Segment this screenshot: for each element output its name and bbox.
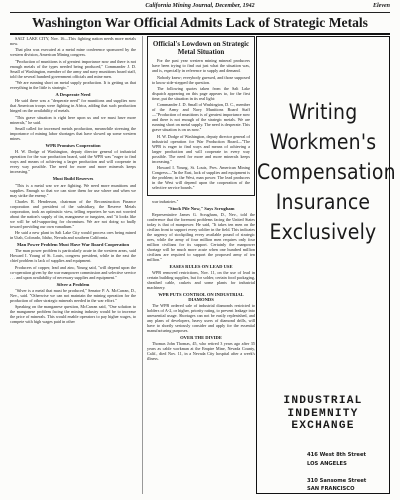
company-address bbox=[307, 451, 381, 494]
address-line: SAN FRANCISCO bbox=[307, 486, 355, 492]
ad-company-block bbox=[257, 395, 389, 495]
subheading: Man Power Problem Must Have War Board Cooperation bbox=[16, 242, 130, 248]
box-title: Official's Lowdown on Strategic Metal Situation bbox=[152, 40, 250, 56]
page-header bbox=[10, 2, 390, 13]
company-name bbox=[257, 395, 389, 433]
subheading: "Stock Pile Now," Says Scrugham bbox=[167, 205, 235, 211]
article-paragraph: war industries." bbox=[152, 198, 179, 204]
subheading: A Desperate Need bbox=[55, 92, 91, 98]
ad-line: Workmen's bbox=[269, 130, 377, 154]
subheading: WPB PUTS CONTROL ON INDUSTRIAL DIAMONDS bbox=[158, 291, 244, 302]
ad-line: Exclusively bbox=[269, 220, 377, 244]
article-paragraph: That plea was executed at a metal mine conference sponsored by the western division, American Mining congress. bbox=[10, 47, 136, 58]
address-line bbox=[307, 468, 381, 477]
article-paragraph: Speaking on the manganese question, McCarran said, "One solution to the manganese problem facing the mining industry would be to increase the price of minerals. This would enable operators to pay higher wages, to compete with high wages paid in other bbox=[10, 304, 136, 325]
article-paragraph: Representative James G. Scrugham, D., Nev., told the conference that the foremost problems facing the United States today is that of manpower. He said, "It takes ten men on the civilian front to support every soldier in the field. This indicates the urgency of stockpiling every available pound of strategic ores, while the army of four million men requires only four million civilians for its support. Certainly the manpower shortage will be much more acute when one hundred million civilians are required to support the proposed army of ten million." bbox=[147, 211, 255, 262]
article-column-2 bbox=[142, 36, 255, 494]
article-paragraph: Thomas John Thomas, 45, who retired 3 years ago after 35 years as cable workman at the Empire Mine, Nevada County, Calif., died Nov. 11, in a Nevada City hospital after a week's illness. bbox=[147, 341, 255, 362]
article-paragraph: H. W. Dodge of Washington, deputy director general of industrial operation for the war production board, said the WPB was "eager to find ways and means of achieving a larger production and will cooperate in every way possible. The need for more and more minerals keeps increasing." bbox=[10, 149, 136, 175]
subheading: EASES RULES ON LEAD USE bbox=[169, 263, 233, 269]
company-name-line: INDEMNITY bbox=[287, 407, 359, 420]
main-headline: Washington War Official Admits Lack of Strategic Metals bbox=[10, 13, 390, 35]
box-paragraph: For the past year western mining mineral producers have been trying to find out just what the situation was, and is, especially in reference to supply and demand. bbox=[152, 58, 250, 74]
article-paragraph: "Production of munitions is of greatest importance now and there is not enough metals of the types needed being produced," Commander J. D. Small of Washington, member of the army and navy munitions board staff, told the several hundred government officials and mine men. bbox=[10, 58, 136, 79]
article-paragraph: WPB removed restrictions, Nov. 11, on the use of lead in certain building supplies, but for solder, certain food packaging, sheathed cable, caskets and some plants for industrial machinery. bbox=[147, 269, 255, 290]
article-paragraph: "This grave situation is right here upon us and we must have more minerals," he said. bbox=[10, 114, 136, 125]
company-name-line: INDUSTRIAL bbox=[283, 395, 363, 407]
subheading: Must Build Reserves bbox=[52, 176, 94, 182]
sidebar-box bbox=[147, 36, 255, 196]
article-paragraph: SALT LAKE CITY, Nov. 16—This fighting nation needs more metals now. bbox=[10, 36, 136, 46]
subheading: Silver a Problem bbox=[56, 281, 90, 287]
article-paragraph: He said there was a "desperate need" for munitions and supplies now that American troops were fighting in Africa, adding that such production hinged on the availability of metals. bbox=[10, 98, 136, 114]
box-paragraph: H. W. Dodge of Washington, deputy director general of industrial operation for War Production Board—"The WPB is eager to find ways and means of achieving a larger production and will cooperate in every way possible. The need for more and more minerals keeps increasing." bbox=[152, 133, 250, 164]
subheading: OVER THE DIVIDE bbox=[180, 335, 222, 341]
page-number: Eleven bbox=[373, 3, 390, 9]
ad-slogan bbox=[257, 97, 396, 247]
box-paragraph: Nobody knew; everybody guessed, and those supposed to know side-stepped the question. bbox=[152, 74, 250, 85]
journal-info: California Mining Journal, December, 1942 bbox=[145, 3, 255, 9]
article-paragraph: Charles R. Henderson, chairman of the Reconstruction Finance corporation and president of the subsidiary, the Reserve Metals corporation, took an optimistic view, telling reporters he was not worried about the nation's supply of tin, manganese or tungsten, and "it looks like we will be self-supporting for chromium. We are not doing so badly toward providing our own vanadium." bbox=[10, 198, 136, 229]
article-paragraph: "We are running short on metal supply production. It is getting us that everything in the little is strategic." bbox=[10, 80, 136, 91]
box-paragraph: Commander J. D. Small of Washington, D. C., member of the Army and Navy Munitions Board Staff—"Production of munitions is of greatest importance now and there is not enough of the strategic metals. We are running short on metal supply. The need is desperate. This grave situation is on us now." bbox=[152, 102, 250, 133]
box-paragraph: Howard I. Young, St. Louis, Pres. American Mining Congress—"In the East, lack of supplies and equipment is the problem; in the West, man power. The lead producers in the West will depend upon the cooperation of the selective service boards." bbox=[152, 165, 250, 191]
ad-line: Writing bbox=[288, 100, 358, 124]
address-line: LOS ANGELES bbox=[307, 460, 347, 467]
insurance-advertisement bbox=[256, 36, 396, 494]
address-line: 310 Sansome Street bbox=[307, 477, 367, 484]
article-paragraph: He said a new plant in Salt Lake City would process ores being mined in Utah, Colorado, Idaho, Nevada and southern California. bbox=[10, 230, 136, 241]
ad-line: Insurance bbox=[275, 190, 371, 214]
article-paragraph: Small called for increased metals production, meanwhile stressing the importance of mining labor shortages that have slowed up some western mines. bbox=[10, 126, 136, 142]
article-paragraph: Producers of copper, lead and zinc, Young said, "will depend upon the co-operation given by the war manpower commission and selective service . . . and upon availability of necessary supplies and equipment." bbox=[10, 264, 136, 280]
article-paragraph: "Silver is a metal that must be produced," Senator P. A. McCarran, D., Nev., said. "Otherwise we can not maintain the mining operation for the production of other strategic minerals needed in the war effort." bbox=[10, 288, 136, 304]
article-paragraph: The WPB ordered sale of industrial diamonds restricted to holders of A-2, or higher, priority rating, to prevent leakage into unessential usage. Shortages can not be easily replenished, and any plans of developers, heavy users of diamond drills, will have to shortly seriously consider and apply for the essential manufacturing purposes. bbox=[147, 303, 255, 334]
article-paragraph: "This is a metal war we are fighting. We need more munitions and supplies. Enough so that we can store them for use where and when we may strike the enemy." bbox=[10, 182, 136, 198]
article-column-1 bbox=[10, 36, 136, 494]
article-paragraph: The man power problem is particularly acute in the western areas, said Howard I. Young of St. Louis, congress president, while in the east the chief problem is lack of supplies and equipment. bbox=[10, 248, 136, 264]
address-line: 416 West 8th Street bbox=[307, 452, 366, 458]
company-name-line: EXCHANGE bbox=[291, 420, 355, 433]
box-paragraph: The following quotes taken from the Salt Lake dispatch appearing on this page appears to, for the first time, put the situation in its real light: bbox=[152, 85, 250, 101]
subheading: WPB Promises Cooperation bbox=[45, 143, 101, 149]
ad-line: Compensation bbox=[257, 160, 396, 184]
